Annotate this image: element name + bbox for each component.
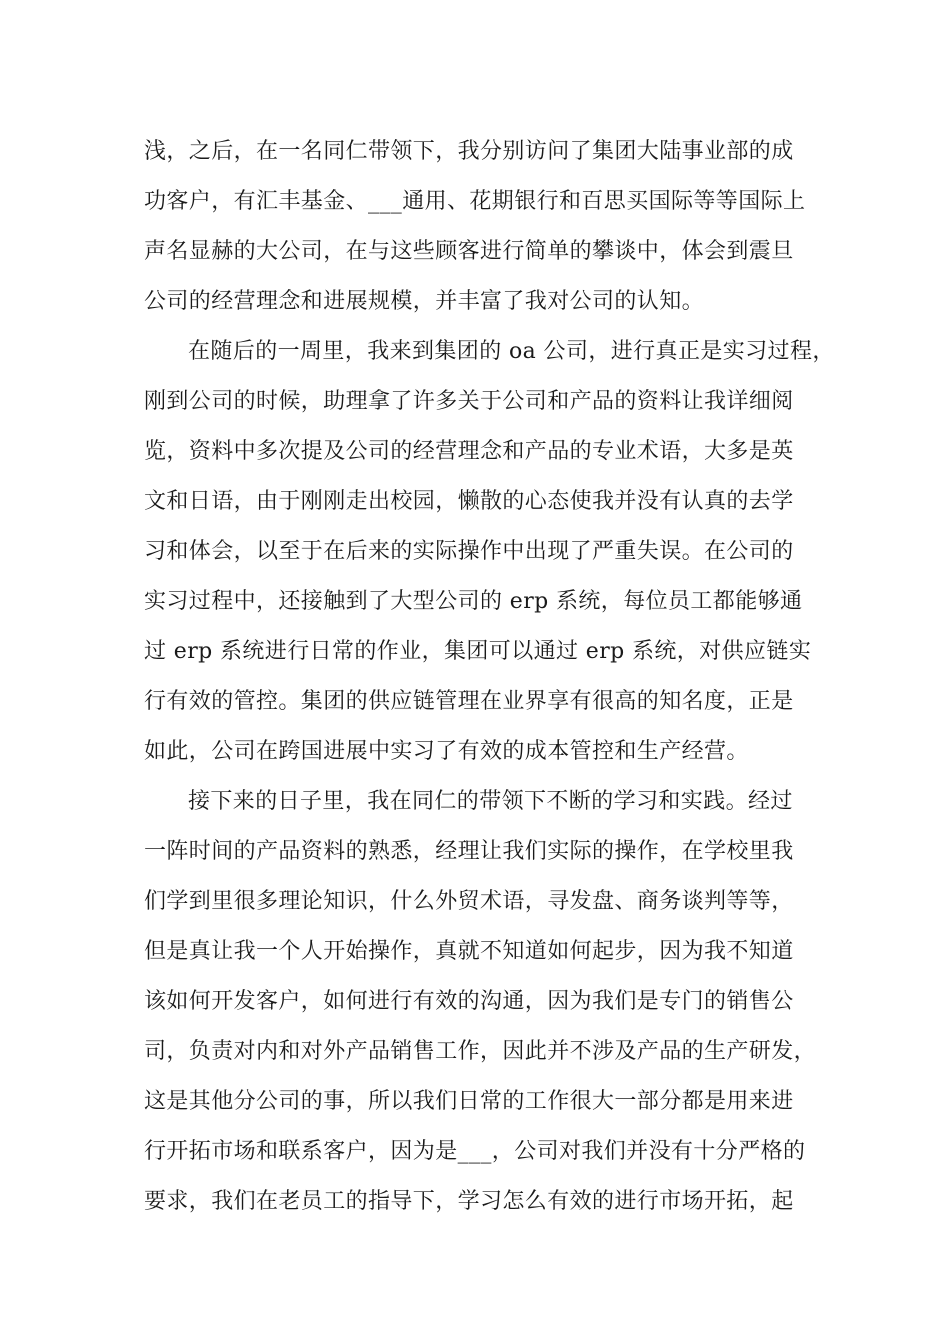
text-line: 公司的经营理念和进展规模，并丰富了我对公司的认知。 xyxy=(144,289,705,314)
text-line: 实习过程中，还接触到了大型公司的 erp 系统，每位员工都能够通 xyxy=(144,589,803,614)
text-line: 浅，之后，在一名同仁带领下，我分别访问了集团大陆事业部的成 xyxy=(144,139,794,164)
text-line: 司，负责对内和对外产品销售工作，因此并不涉及产品的生产研发， xyxy=(144,1039,817,1064)
text-line: 习和体会，以至于在后来的实际操作中出现了严重失误。在公司的 xyxy=(144,539,794,564)
text-line: 行开拓市场和联系客户，因为是___，公司对我们并没有十分严格的 xyxy=(144,1139,806,1164)
text-line: 该如何开发客户，如何进行有效的沟通，因为我们是专门的销售公 xyxy=(144,989,794,1014)
text-line: 刚到公司的时候，助理拿了许多关于公司和产品的资料让我详细阅 xyxy=(144,389,794,414)
text-line: 行有效的管控。集团的供应链管理在业界享有很高的知名度，正是 xyxy=(144,689,794,714)
text-line: 过 erp 系统进行日常的作业，集团可以通过 erp 系统，对供应链实 xyxy=(144,639,812,664)
text-line: 声名显赫的大公司，在与这些顾客进行简单的攀谈中，体会到震旦 xyxy=(144,239,794,264)
text-line: 要求，我们在老员工的指导下，学习怎么有效的进行市场开拓，起 xyxy=(144,1189,794,1214)
text-line: 功客户，有汇丰基金、___通用、花期银行和百思买国际等等国际上 xyxy=(144,189,806,214)
paragraph-first-line: 在随后的一周里，我来到集团的 oa 公司，进行真正是实习过程， xyxy=(188,339,835,364)
text-line: 但是真让我一个人开始操作，真就不知道如何起步，因为我不知道 xyxy=(144,939,794,964)
text-line: 文和日语，由于刚刚走出校园，懒散的心态使我并没有认真的去学 xyxy=(144,489,794,514)
text-line: 如此，公司在跨国进展中实习了有效的成本管控和生产经营。 xyxy=(144,739,749,764)
text-line: 们学到里很多理论知识，什么外贸术语，寻发盘、商务谈判等等， xyxy=(144,889,794,914)
text-line: 这是其他分公司的事，所以我们日常的工作很大一部分都是用来进 xyxy=(144,1089,794,1114)
text-line: 览，资料中多次提及公司的经营理念和产品的专业术语，大多是英 xyxy=(144,439,794,464)
text-line: 一阵时间的产品资料的熟悉，经理让我们实际的操作，在学校里我 xyxy=(144,839,794,864)
paragraph-first-line: 接下来的日子里，我在同仁的带领下不断的学习和实践。经过 xyxy=(188,789,793,814)
